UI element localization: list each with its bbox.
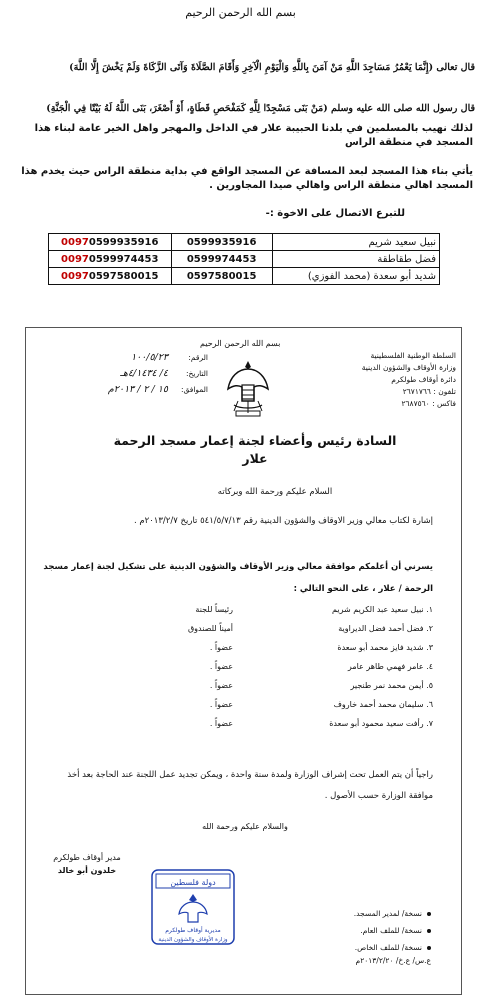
list-item: [133, 714, 433, 733]
member-name: ٧. رأفت سعيد محمود أبو سعدة: [329, 719, 433, 728]
list-item: [133, 638, 433, 657]
signer-name: خلدون أبو خالد: [57, 866, 117, 875]
member-role: عضواً .: [209, 681, 233, 690]
recipient-line: السادة رئيس وأعضاء لجنة إعمار مسجد الرحمة: [113, 433, 397, 448]
authority-line: وزارة الأوقاف والشؤون الدينية: [361, 363, 456, 372]
bullet-icon: [427, 912, 431, 916]
letter-reference-paragraph: إشارة لكتاب معالي وزير الاوقاف والشؤون الدينية رقم ٥٤١/٥/٧/١٣ تاريخ ٢٠١٣/٢/٧م .: [133, 516, 433, 526]
table-row: [49, 234, 440, 251]
authority-line: فاكس : ٢٦٨٧٥٦٠: [401, 399, 456, 408]
hadith-text: قال رسول الله صلى الله عليه وسلم (مَنْ بَنَى مَسْجِدًا لِلَّهِ كَمَفْحَصِ قَطَاةٍ، أَوْ أَصْغَرَ، بَنَى اللَّهُ لَهُ بَيْتًا فِي الْجَنَّةِ): [46, 103, 475, 114]
stamp-mid-text: مديرية أوقاف طولكرم: [165, 927, 221, 934]
authority-line: دائرة أوقاف طولكرم: [391, 375, 456, 384]
list-item: [133, 657, 433, 676]
member-name: ٦. سليمان محمد أحمد خاروف: [333, 700, 433, 709]
signer-title: مدير أوقاف طولكرم: [53, 853, 121, 862]
letter-recipient: [110, 432, 400, 468]
table-row: [49, 251, 440, 268]
bullet-icon: [427, 929, 431, 933]
intl-number: 0597580015: [88, 270, 159, 282]
authority-line: السلطة الوطنية الفلسطينية: [370, 351, 456, 360]
ref-date-value: ٤/ ٤/١٤٣٤هـ: [120, 368, 168, 379]
member-role: عضواً .: [209, 700, 233, 709]
letter-closing: والسلام عليكم ورحمة الله: [202, 822, 288, 831]
member-name: ٣. شديد فايز محمد أبو سعدة: [337, 643, 433, 652]
list-item: [133, 619, 433, 638]
letter-closing-note: راجياً أن يتم العمل تحت إشراف الوزارة ولمدة سنة واحدة ، ويمكن تجديد عمل اللجنة عند الحاجة بعد أخذ موافقة الوزارة حسب الأصول .: [67, 770, 433, 801]
list-item: [291, 905, 431, 922]
letter-greeting: السلام عليكم ورحمة الله وبركاته: [217, 487, 333, 497]
ref-date-label: التاريخ:: [186, 369, 208, 378]
list-item: [133, 695, 433, 714]
member-role: أميناً للصندوق: [187, 624, 233, 633]
list-item: [133, 600, 433, 619]
letter-reference-block: [38, 350, 208, 398]
stamp-bottom-text: وزارة الأوقاف والشؤون الدينية: [158, 937, 228, 943]
flyer-basmala: بسم الله الرحمن الرحيم: [185, 6, 296, 19]
list-item: [291, 939, 431, 956]
letter-basmala: بسم الله الرحمن الرحيم: [200, 339, 281, 348]
donor-name: فضل طقاطقة: [272, 251, 439, 268]
intl-prefix: 0097: [61, 236, 89, 248]
donor-phone-local: 0597580015: [171, 268, 272, 285]
copy-text: نسخة/ للملف العام.: [360, 926, 422, 935]
donor-phone-local: 0599935916: [171, 234, 272, 251]
donor-phone-local: 0599974453: [171, 251, 272, 268]
contact-heading: للتبرع الاتصال على الاخوة :-: [265, 208, 405, 219]
eagle-emblem-icon: [224, 355, 272, 419]
intl-prefix: 0097: [61, 270, 89, 282]
ref-number-label: الرقم:: [188, 353, 208, 362]
letter-footer-reference: ع.س/ ع.خ/ ٢٠١٣/٢/٢٠م: [355, 956, 431, 965]
table-row: [49, 268, 440, 285]
intl-prefix: 0097: [61, 253, 89, 265]
intl-number: 0599974453: [88, 253, 159, 265]
letter-announcement: يسرني أن أعلمكم موافقة معالي وزير الأوقاف والشؤون الدينية على تشكيل لجنة إعمار مسجد الرحمة / علار ، على النحو التالي :: [43, 562, 433, 594]
list-item: [291, 922, 431, 939]
donor-phone-intl: [49, 234, 172, 251]
letter-signer: [32, 851, 142, 877]
recipient-line: علار: [242, 451, 268, 466]
donor-phone-intl: [49, 268, 172, 285]
official-stamp-icon: [150, 868, 236, 946]
ref-date-line: [38, 366, 208, 382]
committee-members-list: [133, 600, 433, 733]
bullet-icon: [427, 946, 431, 950]
intl-number: 0599935916: [88, 236, 159, 248]
authority-line: تلفون : ٢٦٧١٧٦٦: [402, 387, 456, 396]
copy-text: نسخة/ للملف الخاص.: [354, 943, 422, 952]
member-role: عضواً .: [209, 643, 233, 652]
quran-verse: قال تعالى (إِنَّمَا يَعْمُرُ مَسَاجِدَ اللَّهِ مَنْ آمَنَ بِاللَّهِ وَالْيَوْمِ الْآخِرِ وَأَقَامَ الصَّلَاةَ وَآتَى الزَّكَاةَ وَلَمْ يَخْشَ إِلَّا اللَّهَ): [69, 62, 475, 73]
copies-list: [291, 905, 431, 956]
ref-number-line: [38, 350, 208, 366]
member-name: ٥. أيمن محمد نمر طنجير: [350, 681, 433, 690]
member-role: رئيساً للجنة: [195, 605, 233, 614]
appeal-text: لذلك نهيب بالمسلمين في بلدنا الحبيبة علار في الداخل والمهجر واهل الخير عامة لبناء هذا المسجد في منطقة الراس: [34, 123, 473, 148]
member-role: عضواً .: [209, 719, 233, 728]
member-name: ١. نبيل سعيد عبد الكريم شريم: [332, 605, 433, 614]
member-role: عضواً .: [209, 662, 233, 671]
ref-corresponding-label: الموافق:: [180, 385, 208, 394]
authority-header: [316, 350, 456, 410]
donor-phone-intl: [49, 251, 172, 268]
copy-text: نسخة/ لمدير المسجد.: [353, 909, 422, 918]
stamp-top-text: دولة فلسطين: [170, 878, 216, 887]
ref-corresponding-value: ١٥ / ٢ / ٢٠١٣م: [107, 384, 168, 395]
member-name: ٢. فضل أحمد فضل الديراوية: [338, 624, 433, 633]
member-name: ٤. عامر فهمي طاهر عامر: [347, 662, 433, 671]
donor-contacts-table: [48, 233, 440, 285]
donor-name: شديد أبو سعدة (محمد الفوزي): [272, 268, 439, 285]
appeal-text-2: يأتي بناء هذا المسجد لبعد المسافة عن المسجد الواقع في بداية منطقة الراس حيث يخدم هذا المسجد اهالي منطقة الراس واهالي صيدا المجاورين .: [21, 166, 473, 191]
ref-number-value: ١٠٠/٥/٢٣: [130, 352, 168, 363]
ref-corresponding-line: [38, 382, 208, 398]
list-item: [133, 676, 433, 695]
donor-name: نبيل سعيد شريم: [272, 234, 439, 251]
